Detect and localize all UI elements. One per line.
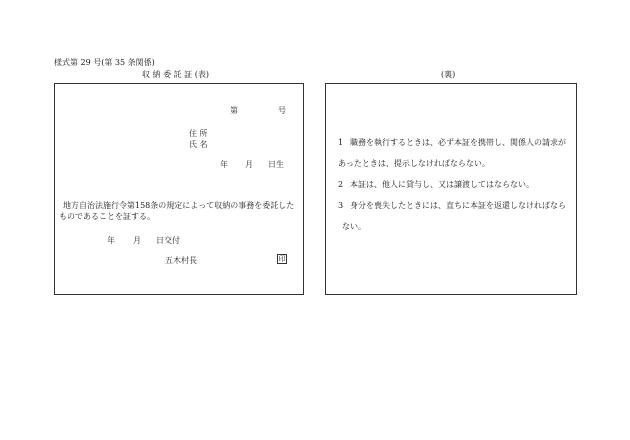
certification-text-line2: ものであることを証する。 [59, 212, 155, 221]
front-title: 収 納 委 託 証 (表) [142, 70, 209, 79]
back-item3-line1: 身分を喪失したときには、直ちに本証を返還しなければなら [350, 201, 566, 210]
birth-year-label: 年 [220, 160, 228, 169]
issuer-name: 五木村長 [165, 256, 197, 265]
birth-month-label: 月 [245, 160, 253, 169]
back-item2-number: 2 [338, 180, 344, 189]
back-item2-line1: 本証は、他人に貸与し、又は譲渡してはならない。 [350, 180, 534, 189]
back-item1-line1: 職務を執行するときは、必ず本証を携帯し、関係人の請求が [350, 138, 566, 147]
certificate-number-prefix: 第 [230, 106, 238, 115]
back-panel [325, 83, 577, 295]
certification-text-line1: 地方自治法施行令第158条の規定によって収納の事務を委託した [63, 201, 295, 210]
issue-month-label: 月 [133, 236, 141, 245]
seal-box [277, 254, 287, 264]
seal-character: 印 [278, 255, 286, 263]
address-label: 住 所 [189, 129, 208, 138]
birth-day-label: 日生 [268, 160, 284, 169]
back-title: (裏) [441, 70, 456, 79]
issue-year-label: 年 [107, 236, 115, 245]
issue-day-label: 日交付 [156, 236, 180, 245]
form-number: 様式第 29 号(第 35 条関係) [54, 58, 155, 67]
certificate-number-suffix: 号 [278, 106, 286, 115]
back-item1-number: 1 [338, 138, 344, 147]
back-item1-line2: あったときは、提示しなければならない。 [338, 159, 490, 168]
front-panel [54, 83, 304, 295]
back-item3-line2: ない。 [342, 222, 366, 231]
name-label: 氏 名 [189, 140, 208, 149]
back-item3-number: 3 [338, 201, 344, 210]
